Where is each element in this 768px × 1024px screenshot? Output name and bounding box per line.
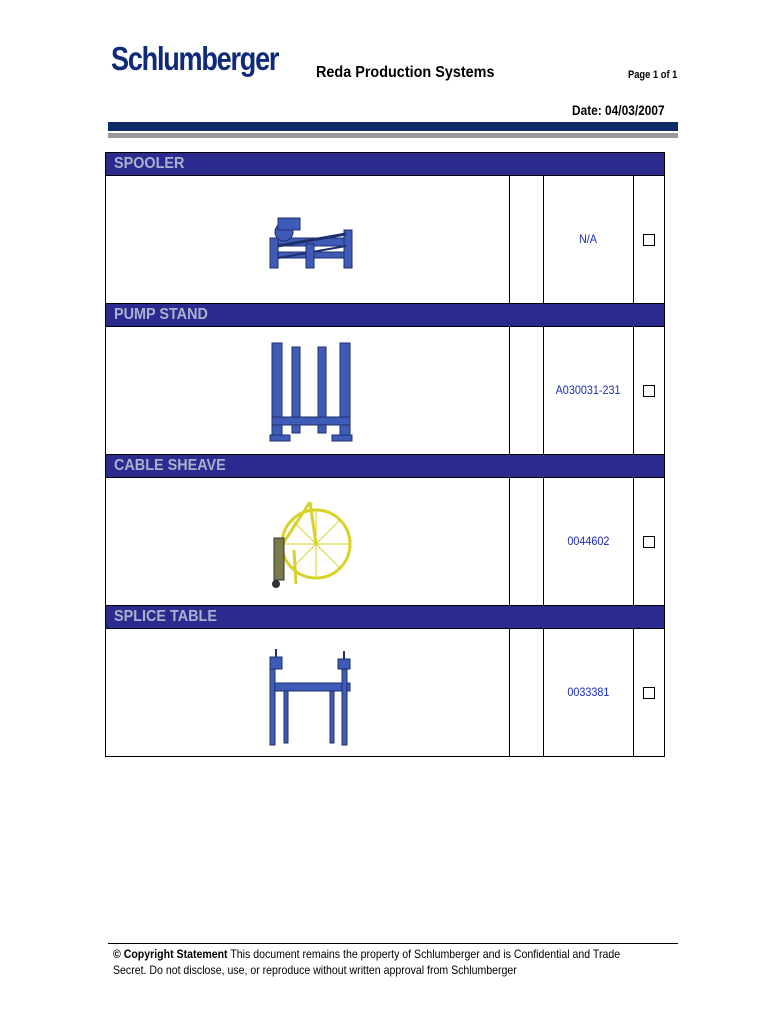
copyright-statement [113,946,623,978]
header-rule-blue [108,122,678,131]
section-header [106,152,664,176]
column-divider [633,176,634,303]
part-number: N/A [579,232,598,246]
section-body [106,176,664,303]
column-divider [633,478,634,605]
spooler-image [256,186,366,294]
part-number: 0033381 [567,685,610,699]
column-divider [509,629,510,756]
select-checkbox[interactable] [643,385,655,397]
copyright-text-line1: This document remains the property of Schlumberger and is Confidential and Trade [227,947,621,961]
section-body [106,629,664,756]
part-number: A030031-231 [556,383,621,397]
company-logo: Schlumberger [111,40,279,77]
section-cable-sheave [106,454,664,605]
page-number: Page 1 of 1 [628,69,678,81]
copyright-text-line2: Secret. Do not disclose, use, or reproduce without written approval from Schlumberger [113,963,517,977]
header-rule-grey [108,133,678,138]
section-title: CABLE SHEAVE [114,457,226,474]
document-title: Reda Production Systems [316,64,495,81]
section-title: PUMP STAND [114,306,208,323]
section-spooler [106,152,664,303]
section-title: SPLICE TABLE [114,608,217,625]
section-header [106,605,664,629]
column-divider [633,629,634,756]
column-divider [509,176,510,303]
footer-rule [108,943,678,944]
section-header [106,303,664,327]
section-pump-stand [106,303,664,454]
section-body [106,478,664,605]
section-body [106,327,664,454]
splice-table-image [256,639,366,747]
section-title: SPOOLER [114,155,185,172]
column-divider [633,327,634,454]
document-date: Date: 04/03/2007 [572,102,665,118]
copyright-symbol: © [113,947,121,961]
select-checkbox[interactable] [643,536,655,548]
section-splice-table [106,605,664,756]
column-divider [509,327,510,454]
copyright-label: Copyright Statement [123,947,228,961]
section-header [106,454,664,478]
cable-sheave-image [256,488,366,596]
part-number: 0044602 [567,534,610,548]
select-checkbox[interactable] [643,687,655,699]
pump-stand-image [256,337,366,445]
column-divider [509,478,510,605]
select-checkbox[interactable] [643,234,655,246]
equipment-table [105,152,665,757]
